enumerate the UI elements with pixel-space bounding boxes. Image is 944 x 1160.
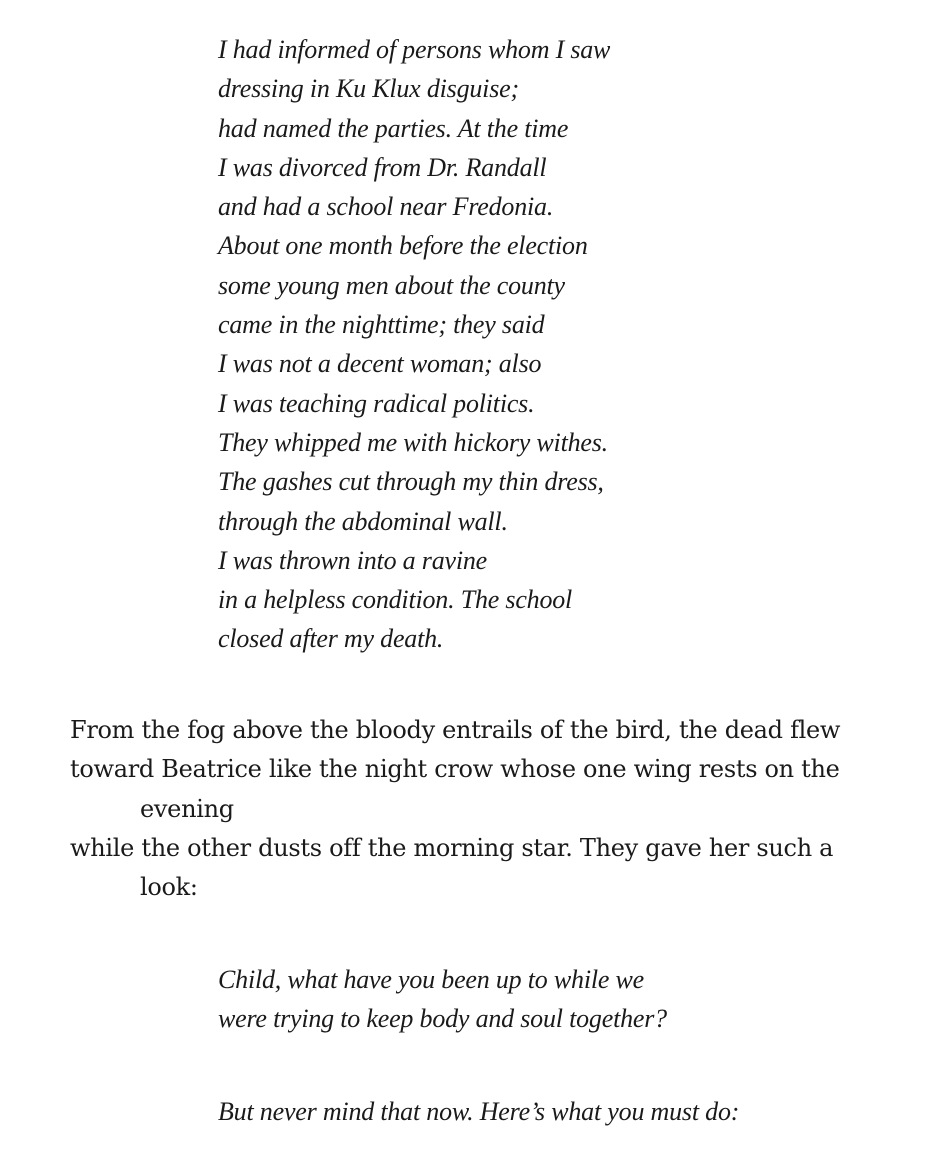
prose-line: toward Beatrice like the night crow whose one wing rests on the xyxy=(70,755,840,784)
verse-line: I was divorced from Dr. Randall xyxy=(218,152,547,182)
verse-line: The gashes cut through my thin dress, xyxy=(218,467,604,497)
verse-line: and had a school near Fredonia. xyxy=(218,192,554,222)
verse-line: closed after my death. xyxy=(218,624,444,654)
prose-line: From the fog above the bloody entrails of the bird, the dead flew xyxy=(70,716,841,744)
verse-line: Child, what have you been up to while we xyxy=(218,965,644,994)
verse-line: I was not a decent woman; also xyxy=(218,349,542,379)
prose-stanza xyxy=(70,711,930,907)
verse-line: were trying to keep body and soul together? xyxy=(218,1004,667,1034)
verse-line: I was teaching radical politics. xyxy=(218,388,535,418)
verse-line: I had informed of persons whom I saw xyxy=(218,35,611,64)
testimony-stanza xyxy=(218,30,908,659)
prose-line-continuation: evening xyxy=(140,794,234,823)
verse-line: I was thrown into a ravine xyxy=(218,545,488,575)
verse-line: came in the nighttime; they said xyxy=(218,310,545,340)
verse-line: They whipped me with hickory withes. xyxy=(218,427,608,457)
verse-line: through the abdominal wall. xyxy=(218,506,508,536)
verse-line: About one month before the election xyxy=(218,231,588,261)
verse-line: had named the parties. At the time xyxy=(218,113,569,143)
prose-line-continuation: look: xyxy=(140,873,198,902)
final-stanza xyxy=(218,1092,908,1131)
verse-line: But never mind that now. Here’s what you must do: xyxy=(218,1097,740,1126)
verse-line: in a helpless condition. The school xyxy=(218,585,573,615)
verse-line: dressing in Ku Klux disguise; xyxy=(218,74,519,104)
verse-line: some young men about the county xyxy=(218,270,565,300)
prose-line: while the other dusts off the morning star. They gave her such a xyxy=(70,833,834,862)
child-stanza xyxy=(218,960,908,1039)
